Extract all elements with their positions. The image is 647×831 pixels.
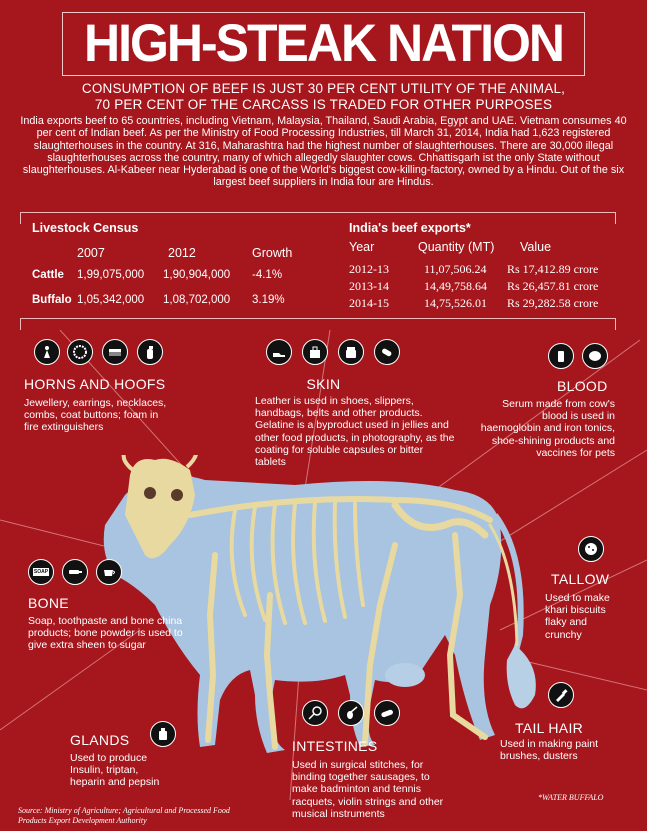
horns-heading: HORNS AND HOOFS: [24, 376, 166, 392]
exports-cell: 14,49,758.64: [424, 279, 487, 293]
blood-text: Serum made from cow's blood is used in haemoglobin and iron tonics, shoe-shining products and vaccines for pets: [480, 398, 615, 459]
exports-cell: 2012-13: [349, 262, 389, 276]
bone-heading: BONE: [28, 595, 69, 611]
source-note: Source: Ministry of Agriculture; Agricultural and Processed Food Products Export Development Authority: [18, 806, 230, 825]
exports-cell: 14,75,526.01: [424, 296, 487, 310]
intestines-heading: INTESTINES: [292, 738, 378, 754]
soap-label: SOAP: [33, 569, 49, 575]
cow-illustration: [95, 455, 565, 760]
comb-icon: [102, 339, 128, 365]
intro-paragraph: India exports beef to 65 countries, including Vietnam, Malaysia, Thailand, Saudi Arabia, Egypt and UAE. Vietnam consumes 40 per cent of Indian beef. As per the Ministry of Food Processing Industries, till March 31, 2014, India had 1,623 registered slaughterhouses in the country. At 316, Maharashtra had the highest number of slaughterhouses. There are 30,000 illegal slaughterhouses across the country, many of which allegedly slaughter cows. Chhattisgarh ist the only State without slaughterhouses. Al-Kabeer near Hyderabad is one of the World's biggest cow-killing-factory, owned by a Hindu. Out of the six largest beef suppliers in India four are Hindus.: [20, 115, 627, 189]
earring-icon: [34, 339, 60, 365]
frame-line: [20, 318, 616, 319]
exports-cell: 2013-14: [349, 279, 389, 293]
subtitle-line-2: 70 PER CENT OF THE CARCASS IS TRADED FOR OTHER PURPOSES: [94, 97, 553, 112]
paintbrush-icon: [548, 682, 574, 708]
tailhair-text: Used in making paint brushes, dusters: [500, 738, 599, 763]
skull-eye: [144, 487, 156, 499]
glands-heading: GLANDS: [70, 732, 130, 748]
tallow-text: Used to make khari biscuits flaky and crunchy: [545, 592, 610, 641]
handbag-icon: [302, 339, 328, 365]
shoe-polish-icon: [582, 343, 608, 369]
racquet-icon: [302, 700, 328, 726]
page-title: HIGH-STEAK NATION: [84, 13, 563, 73]
census-cell: 1,08,702,000: [163, 294, 231, 306]
cow-udder: [385, 663, 425, 687]
frame-line: [20, 318, 21, 330]
toothpaste-icon: [62, 559, 88, 585]
census-row-label: Buffalo: [32, 294, 72, 306]
teacup-icon: [96, 559, 122, 585]
frame-line: [20, 212, 616, 213]
subtitle-line-1: CONSUMPTION OF BEEF IS JUST 30 PER CENT UTILITY OF THE ANIMAL,: [81, 81, 566, 96]
census-col-2007: 2007: [77, 246, 105, 260]
skull-eye: [171, 489, 183, 501]
necklace-icon: [67, 339, 93, 365]
exports-cell: 2014-15: [349, 296, 389, 310]
violin-icon: [338, 700, 364, 726]
census-cell: 1,05,342,000: [77, 294, 145, 306]
exports-cell: Rs 17,412.89 crore: [507, 262, 599, 276]
soap-icon: [28, 559, 54, 585]
census-cell: 1,90,904,000: [163, 269, 231, 281]
bone-text: Soap, toothpaste and bone china products; bone powder is used to give extra sheen to sugar: [28, 615, 183, 652]
glands-text: Used to produce Insulin, triptan, heparin and pepsin: [70, 752, 160, 789]
jar-icon: [338, 339, 364, 365]
skin-text: Leather is used in shoes, slippers, handbags, belts and other products. Gelatine is a byproduct used in jellies and other food products, in photography, as the coating for soluble capsules or bitter tablets: [255, 395, 455, 469]
medicine-bottle-icon: [150, 721, 176, 747]
exports-col-value: Value: [520, 240, 552, 254]
capsule-icon: [374, 339, 400, 365]
census-row-label: Cattle: [32, 269, 64, 281]
shoe-icon: [266, 339, 292, 365]
footnote: *WATER BUFFALO: [538, 793, 604, 802]
exports-heading: India's beef exports*: [349, 221, 471, 235]
subtitle: [30, 81, 617, 113]
sausage-icon: [374, 700, 400, 726]
tallow-heading: TALLOW: [551, 571, 610, 587]
skin-heading: SKIN: [306, 376, 341, 392]
cow-tail-tuft: [507, 645, 536, 708]
blood-heading: BLOOD: [557, 378, 608, 394]
census-col-2012: 2012: [168, 246, 196, 260]
tailhair-heading: TAIL HAIR: [515, 720, 584, 736]
census-cell: -4.1%: [252, 269, 283, 281]
census-col-growth: Growth: [252, 246, 293, 260]
frame-line: [615, 212, 616, 224]
exports-cell: 11,07,506.24: [424, 262, 487, 276]
census-cell: 1,99,075,000: [77, 269, 145, 281]
frame-line: [20, 212, 21, 224]
frame-line: [615, 318, 616, 330]
intestines-text: Used in surgical stitches, for binding together sausages, to make badminton and tennis racquets, violin strings and other musical instruments: [292, 759, 444, 820]
exports-cell: Rs 26,457.81 crore: [507, 279, 599, 293]
census-heading: Livestock Census: [32, 221, 139, 235]
exports-cell: Rs 29,282.58 crore: [507, 296, 599, 310]
exports-col-year: Year: [349, 240, 375, 254]
census-cell: 3.19%: [252, 294, 285, 306]
horns-text: Jewellery, earrings, necklaces, combs, coat buttons; foam in fire extinguishers: [24, 397, 167, 434]
fire-extinguisher-icon: [137, 339, 163, 365]
exports-col-qty: Quantity (MT): [418, 240, 495, 254]
tonic-bottle-icon: [548, 343, 574, 369]
biscuit-icon: [578, 536, 604, 562]
